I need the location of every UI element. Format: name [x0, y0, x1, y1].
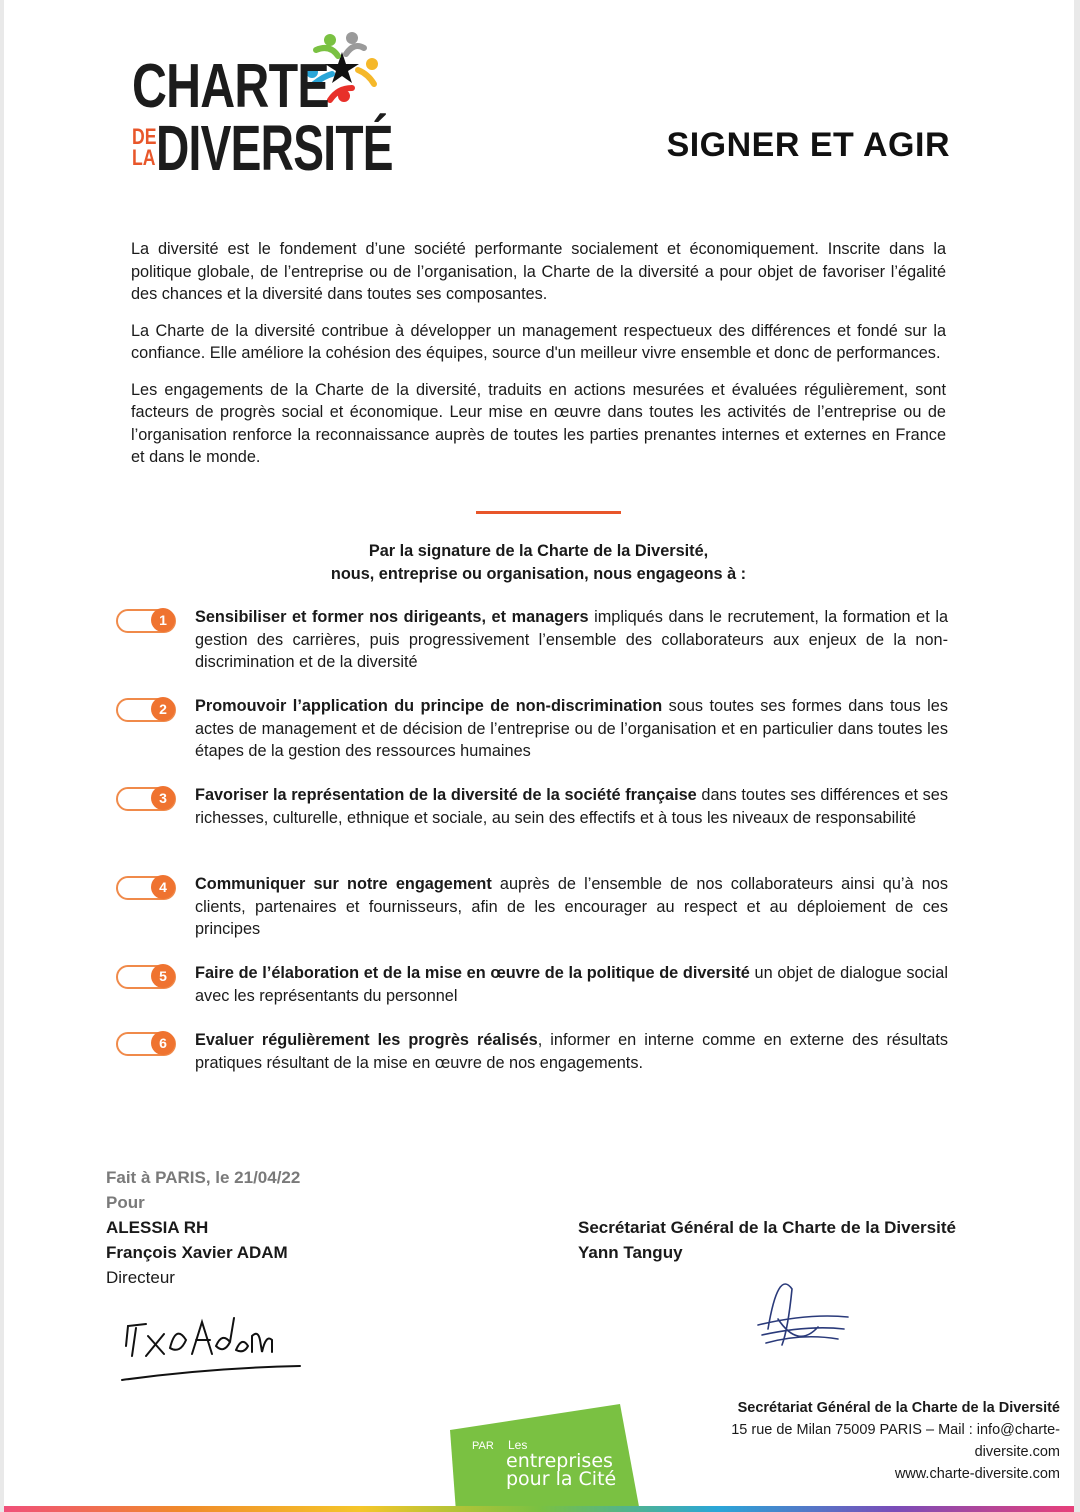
commitment-body: sous toutes ses formes dans tous les actes de management et de décision de l’entreprise ou de l’organisation et en particulier dans toutes les étapes de la gestion des ressources humaines — [195, 697, 948, 760]
footer-address-2: diversite.com — [974, 1444, 1060, 1460]
footer-org: Secrétariat Général de la Charte de la Diversité — [737, 1400, 1060, 1416]
commitment-text — [195, 873, 948, 941]
company-name: ALESSIA RH — [106, 1218, 209, 1237]
intro-section — [131, 238, 946, 483]
logo-de-la — [132, 124, 157, 170]
commitment-number: 1 — [151, 608, 175, 632]
commitment-number: 6 — [151, 1031, 175, 1055]
entreprises-pour-la-cite-badge — [444, 1404, 640, 1512]
logo-la: LA — [132, 145, 156, 170]
secretariat-name: Yann Tanguy — [578, 1243, 683, 1262]
commitment-body: auprès de l’ensemble de nos collaborateurs ainsi qu’à nos clients, partenaires et fournisseurs, afin de les encourager au respect et au déploiement de ces principes — [195, 875, 948, 938]
commitment-heading: Sensibiliser et former nos dirigeants, et managers — [195, 608, 589, 626]
commitment-item — [116, 695, 948, 763]
commitment-heading: Promouvoir l’application du principe de non-discrimination — [195, 697, 663, 715]
place-date: Fait à PARIS, le 21/04/22 — [106, 1168, 301, 1187]
number-pill — [116, 1032, 176, 1056]
charte-diversite-logo — [132, 30, 393, 184]
commitment-text — [195, 962, 948, 1007]
number-pill — [116, 787, 176, 811]
rainbow-bar — [4, 1506, 1074, 1512]
lead-line: nous, entreprise ou organisation, nous engageons à : — [330, 564, 747, 583]
badge-les: Les — [508, 1438, 528, 1452]
commitment-body: , informer en interne comme en externe des résultats pratiques résultant de la mise en œuvre de nos engagements. — [195, 1031, 948, 1072]
footer-address: 15 rue de Milan 75009 PARIS – Mail : info@charte- — [731, 1422, 1060, 1438]
commitment-item — [116, 962, 948, 1007]
pour-label: Pour — [106, 1193, 145, 1212]
badge-par: PAR — [472, 1440, 494, 1452]
footer-contact — [640, 1397, 1060, 1485]
intro-paragraph: La Charte de la diversité contribue à développer un management respectueux des différences et fondé sur la confiance. Elle améliore la cohésion des équipes, source d'un meilleur vivre ensemble et donc de performances. — [131, 321, 946, 362]
badge-entreprises: entreprises — [506, 1450, 613, 1472]
page-title: SIGNER ET AGIR — [666, 126, 950, 164]
number-pill — [116, 609, 176, 633]
logo-word-charte: CHARTE — [132, 52, 329, 121]
signatory-name: François Xavier ADAM — [106, 1243, 288, 1262]
commitment-heading: Favoriser la représentation de la diversité de la société française — [195, 786, 697, 804]
handwritten-signature-right — [748, 1269, 868, 1369]
secretariat-org: Secrétariat Général de la Charte de la Diversité — [578, 1218, 956, 1237]
signatory-block — [106, 1165, 318, 1393]
logo-de: DE — [132, 124, 157, 149]
logo-word-diversite: DIVERSITÉ — [156, 112, 393, 184]
document-page — [4, 0, 1074, 1512]
commitment-heading: Faire de l’élaboration et de la mise en œuvre de la politique de diversité — [195, 964, 750, 982]
commitment-text — [195, 1029, 948, 1074]
orange-divider — [476, 511, 621, 514]
intro-paragraph: Les engagements de la Charte de la diversité, traduits en actions mesurées et évaluées régulièrement, sont facteurs de progrès social et économique. Leur mise en œuvre dans toutes les activités de l’entreprise ou de l’organisation renforce la reconnaissance auprès de toutes les parties prenantes internes et externes en France et dans le monde. — [131, 380, 946, 466]
commitment-text — [195, 606, 948, 674]
commitment-item — [116, 606, 948, 674]
commitment-text — [195, 784, 948, 829]
number-pill — [116, 698, 176, 722]
footer-website[interactable]: www.charte-diversite.com — [894, 1466, 1060, 1482]
signatory-role: Directeur — [106, 1268, 175, 1287]
commitment-body: un objet de dialogue social avec les représentants du personnel — [195, 964, 948, 1005]
commitment-number: 4 — [151, 875, 175, 899]
commitment-item — [116, 1029, 948, 1074]
commitment-number: 5 — [151, 964, 175, 988]
lead-line: Par la signature de la Charte de la Diversité, — [368, 542, 709, 560]
commitment-heading: Evaluer régulièrement les progrès réalisés — [195, 1031, 538, 1049]
handwritten-signature-left — [118, 1296, 318, 1386]
commitment-number: 2 — [151, 697, 175, 721]
commitment-body: dans toutes ses différences et ses richesses, culturelle, ethnique et sociale, au sein des effectifs et à tous les niveaux de responsabilité — [195, 786, 948, 827]
commitment-body: impliqués dans le recrutement, la formation et la gestion des carrières, puis progressivement l’ensemble des collaborateurs aux enjeux de la non-discrimination et de la diversité — [195, 608, 948, 671]
commitment-heading: Communiquer sur notre engagement — [195, 875, 492, 893]
badge-pour-la-cite: pour la Cité — [506, 1468, 617, 1490]
commitment-text — [195, 695, 948, 763]
number-pill — [116, 965, 176, 989]
commitment-lead — [131, 540, 946, 585]
intro-paragraph: La diversité est le fondement d’une société performante socialement et économiquement. Inscrite dans la politique globale, de l’entreprise ou de l’organisation, la Charte de la diversité a pour objet de favoriser l’égalité des chances et la diversité dans toutes ses composantes. — [131, 240, 946, 303]
commitment-number: 3 — [151, 786, 175, 810]
secretariat-signature-block — [578, 1215, 956, 1376]
number-pill — [116, 876, 176, 900]
commitment-item — [116, 784, 948, 829]
commitment-item — [116, 873, 948, 941]
